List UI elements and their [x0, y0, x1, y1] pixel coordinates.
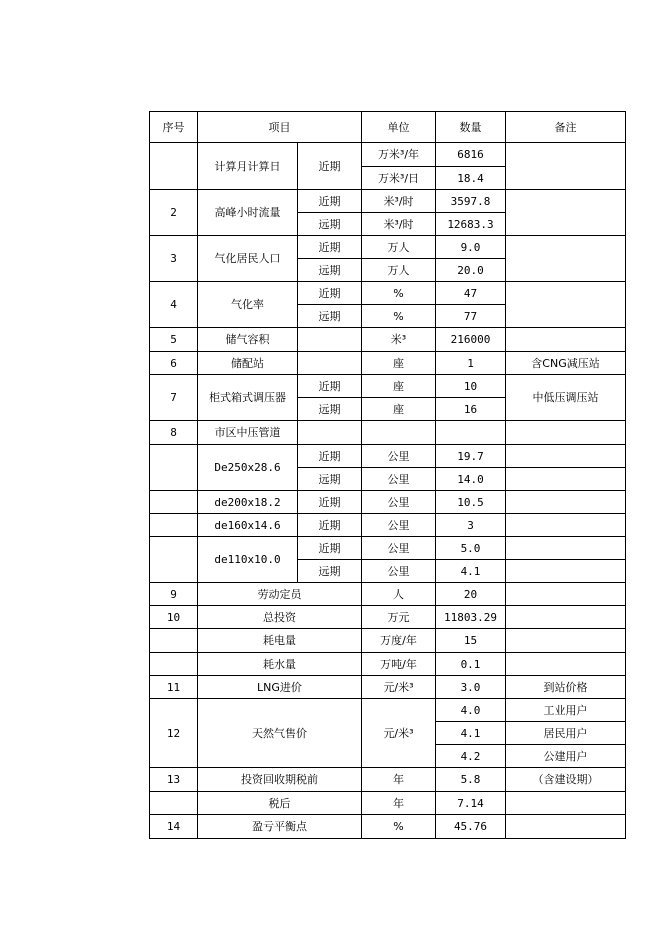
table-row: [150, 676, 626, 699]
cell-seq: 12: [150, 699, 198, 768]
cell-period: [298, 421, 362, 445]
cell-period: 远期: [298, 213, 362, 236]
cell-period: 近期: [298, 445, 362, 468]
cell-item: 天然气售价: [198, 699, 362, 768]
cell-note: [506, 468, 626, 491]
cell-value: 19.7: [436, 445, 506, 468]
cell-item: 耗电量: [198, 629, 362, 653]
table-header-row: [150, 112, 626, 143]
cell-seq: 10: [150, 606, 198, 629]
cell-note: [506, 491, 626, 514]
cell-note: 工业用户: [506, 699, 626, 722]
cell-item: 劳动定员: [198, 583, 362, 606]
cell-seq: 9: [150, 583, 198, 606]
cell-value: 18.4: [436, 167, 506, 190]
cell-value: 3597.8: [436, 190, 506, 213]
cell-period: 近期: [298, 143, 362, 190]
cell-value: 12683.3: [436, 213, 506, 236]
cell-period: 近期: [298, 282, 362, 305]
header-seq: 序号: [150, 112, 198, 143]
cell-value: 4.0: [436, 699, 506, 722]
cell-unit: 公里: [362, 491, 436, 514]
cell-note: 到站价格: [506, 676, 626, 699]
cell-note: 含CNG减压站: [506, 352, 626, 375]
table-row: [150, 421, 626, 445]
table-row: [150, 537, 626, 560]
cell-item: 储配站: [198, 352, 298, 375]
cell-unit: 公里: [362, 468, 436, 491]
cell-note: [506, 328, 626, 352]
cell-item: 储气容积: [198, 328, 298, 352]
table-row: [150, 282, 626, 305]
cell-value: 0.1: [436, 653, 506, 676]
cell-unit: 万元: [362, 606, 436, 629]
table-row: [150, 583, 626, 606]
cell-seq: 7: [150, 375, 198, 421]
cell-unit: %: [362, 305, 436, 328]
cell-unit: 公里: [362, 514, 436, 537]
cell-note: [506, 583, 626, 606]
table-row: [150, 792, 626, 815]
cell-unit: 座: [362, 375, 436, 398]
cell-unit: 人: [362, 583, 436, 606]
table-row: [150, 629, 626, 653]
cell-seq: 11: [150, 676, 198, 699]
cell-value: 6816: [436, 143, 506, 167]
cell-unit: %: [362, 815, 436, 839]
cell-period: 近期: [298, 190, 362, 213]
cell-value: 4.2: [436, 745, 506, 768]
cell-value: 45.76: [436, 815, 506, 839]
cell-seq: [150, 514, 198, 537]
table-row: [150, 236, 626, 259]
cell-item: de160x14.6: [198, 514, 298, 537]
cell-unit: 座: [362, 352, 436, 375]
cell-seq: 2: [150, 190, 198, 236]
cell-unit: 座: [362, 398, 436, 421]
data-table: [149, 111, 626, 839]
cell-note: [506, 445, 626, 468]
cell-unit: 万米³/年: [362, 143, 436, 167]
header-qty: 数量: [436, 112, 506, 143]
cell-note: [506, 792, 626, 815]
cell-period: 远期: [298, 259, 362, 282]
cell-unit: 公里: [362, 445, 436, 468]
cell-period: 近期: [298, 537, 362, 560]
cell-unit: 米³/时: [362, 190, 436, 213]
header-item: 项目: [198, 112, 362, 143]
cell-unit: 万人: [362, 236, 436, 259]
cell-value: 3.0: [436, 676, 506, 699]
cell-item: 高峰小时流量: [198, 190, 298, 236]
cell-item: 税后: [198, 792, 362, 815]
cell-value: 9.0: [436, 236, 506, 259]
cell-note: [506, 190, 626, 236]
cell-value: [436, 421, 506, 445]
cell-unit: 公里: [362, 560, 436, 583]
cell-period: 远期: [298, 468, 362, 491]
cell-period: 近期: [298, 514, 362, 537]
table-row: [150, 328, 626, 352]
cell-unit: 米³: [362, 328, 436, 352]
cell-note: 居民用户: [506, 722, 626, 745]
cell-value: 1: [436, 352, 506, 375]
cell-note: [506, 606, 626, 629]
cell-value: 15: [436, 629, 506, 653]
cell-value: 11803.29: [436, 606, 506, 629]
cell-period: 远期: [298, 398, 362, 421]
cell-unit: 公里: [362, 537, 436, 560]
cell-unit: [362, 421, 436, 445]
cell-seq: [150, 491, 198, 514]
cell-value: 5.0: [436, 537, 506, 560]
cell-period: 近期: [298, 236, 362, 259]
cell-unit: 年: [362, 792, 436, 815]
cell-note: [506, 282, 626, 328]
cell-seq: [150, 653, 198, 676]
table-row: [150, 352, 626, 375]
cell-value: 10.5: [436, 491, 506, 514]
cell-seq: [150, 629, 198, 653]
cell-item: 气化率: [198, 282, 298, 328]
cell-seq: 6: [150, 352, 198, 375]
cell-item: 计算月计算日: [198, 143, 298, 190]
cell-unit: 万人: [362, 259, 436, 282]
header-note: 备注: [506, 112, 626, 143]
cell-seq: [150, 445, 198, 491]
cell-seq: 13: [150, 768, 198, 792]
table-row: [150, 653, 626, 676]
cell-value: 4.1: [436, 560, 506, 583]
cell-unit: 万吨/年: [362, 653, 436, 676]
cell-seq: [150, 537, 198, 583]
cell-item: 市区中压管道: [198, 421, 298, 445]
cell-unit: 年: [362, 768, 436, 792]
cell-value: 7.14: [436, 792, 506, 815]
cell-item: de200x18.2: [198, 491, 298, 514]
cell-item: 投资回收期税前: [198, 768, 362, 792]
cell-item: De250x28.6: [198, 445, 298, 491]
table-row: [150, 143, 626, 167]
cell-value: 216000: [436, 328, 506, 352]
cell-value: 16: [436, 398, 506, 421]
cell-unit: 元/米³: [362, 699, 436, 768]
table-row: [150, 375, 626, 398]
cell-unit: 元/米³: [362, 676, 436, 699]
cell-seq: [150, 792, 198, 815]
cell-seq: 14: [150, 815, 198, 839]
cell-value: 14.0: [436, 468, 506, 491]
header-unit: 单位: [362, 112, 436, 143]
cell-value: 20: [436, 583, 506, 606]
cell-seq: [150, 143, 198, 190]
cell-value: 20.0: [436, 259, 506, 282]
cell-period: [298, 352, 362, 375]
cell-seq: 3: [150, 236, 198, 282]
cell-value: 77: [436, 305, 506, 328]
cell-period: [298, 328, 362, 352]
cell-unit: 万度/年: [362, 629, 436, 653]
cell-note: （含建设期）: [506, 768, 626, 792]
cell-item: 盈亏平衡点: [198, 815, 362, 839]
cell-note: [506, 514, 626, 537]
cell-period: 远期: [298, 305, 362, 328]
table-row: [150, 514, 626, 537]
cell-note: 中低压调压站: [506, 375, 626, 421]
cell-note: [506, 421, 626, 445]
cell-item: 耗水量: [198, 653, 362, 676]
cell-note: [506, 653, 626, 676]
table-row: [150, 815, 626, 839]
cell-unit: %: [362, 282, 436, 305]
cell-item: LNG进价: [198, 676, 362, 699]
table-row: [150, 768, 626, 792]
table-row: [150, 190, 626, 213]
cell-item: 气化居民人口: [198, 236, 298, 282]
table-row: [150, 606, 626, 629]
cell-value: 10: [436, 375, 506, 398]
cell-note: [506, 143, 626, 190]
cell-seq: 5: [150, 328, 198, 352]
cell-period: 远期: [298, 560, 362, 583]
cell-note: [506, 236, 626, 282]
cell-value: 4.1: [436, 722, 506, 745]
cell-note: [506, 560, 626, 583]
cell-period: 近期: [298, 491, 362, 514]
cell-item: de110x10.0: [198, 537, 298, 583]
cell-value: 47: [436, 282, 506, 305]
cell-item: 总投资: [198, 606, 362, 629]
cell-seq: 8: [150, 421, 198, 445]
cell-unit: 万米³/日: [362, 167, 436, 190]
cell-note: [506, 629, 626, 653]
table-row: [150, 699, 626, 722]
cell-unit: 米³/时: [362, 213, 436, 236]
cell-note: 公建用户: [506, 745, 626, 768]
table-row: [150, 491, 626, 514]
cell-seq: 4: [150, 282, 198, 328]
cell-period: 近期: [298, 375, 362, 398]
table-row: [150, 445, 626, 468]
cell-value: 3: [436, 514, 506, 537]
cell-value: 5.8: [436, 768, 506, 792]
cell-item: 柜式箱式调压器: [198, 375, 298, 421]
cell-note: [506, 537, 626, 560]
cell-note: [506, 815, 626, 839]
